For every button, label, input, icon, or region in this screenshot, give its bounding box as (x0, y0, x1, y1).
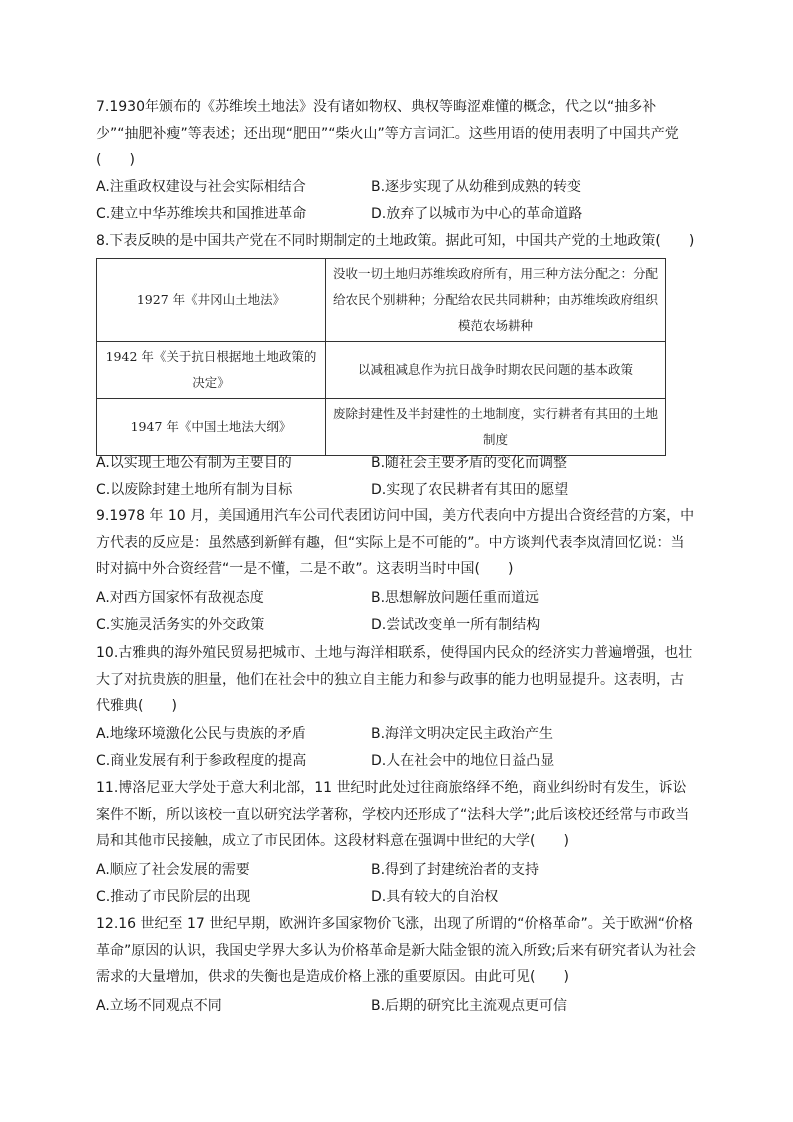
question-10-option-a: A.地缘环境激化公民与贵族的矛盾 (96, 726, 306, 742)
question-7-option-a: A.注重政权建设与社会实际相结合 (96, 179, 306, 195)
table-row (97, 399, 666, 456)
table-cell-content: 没收一切土地归苏维埃政府所有，用三种方法分配之：分配给农民个别耕种；分配给农民共同耕种；由苏维埃政府组织模范农场耕种 (326, 259, 666, 342)
question-7-stem: 7.1930年颁布的《苏维埃土地法》没有诸如物权、典权等晦涩难懂的概念，代之以“抽多补少”“抽肥补瘦”等表述；还出现“肥田”“柴火山”等方言词汇。这些用语的使用表明了中国共产党( ) (96, 99, 679, 168)
question-12-stem: 12.16 世纪至 17 世纪早期，欧洲许多国家物价飞涨，出现了所谓的“价格革命”。关于欧洲“价格革命”原因的认识，我国史学界大多认为价格革命是新大陆金银的流入所致;后来有研究者认为社会需求的大量增加，供求的失衡也是造成价格上涨的重要原因。由此可见( ) (96, 916, 696, 985)
question-12-option-a: A.立场不同观点不同 (96, 998, 222, 1014)
question-9-option-b: B.思想解放问题任重而道远 (371, 590, 540, 606)
question-9-stem: 9.1978 年 10 月，美国通用汽车公司代表团访问中国，美方代表向中方提出合资经营的方案，中方代表的反应是：虽然感到新鲜有趣，但“实际上是不可能的”。中方谈判代表李岚清回忆说：当时对搞中外合资经营“一是不懂，二是不敢”。这表明当时中国( ) (96, 508, 695, 577)
table-row (97, 259, 666, 342)
question-10-option-d: D.人在社会中的地位日益凸显 (371, 753, 555, 769)
question-8-option-c: C.以废除封建土地所有制为目标 (96, 482, 293, 498)
table-cell-law: 1942 年《关于抗日根据地土地政策的决定》 (97, 342, 326, 399)
question-10-option-b: B.海洋文明决定民主政治产生 (371, 726, 554, 742)
question-11-option-c: C.推动了市民阶层的出现 (96, 889, 251, 905)
question-11-option-a: A.顺应了社会发展的需要 (96, 862, 250, 878)
question-8-option-b: B.随社会主要矛盾的变化而调整 (371, 455, 568, 471)
table-cell-law: 1927 年《井冈山土地法》 (97, 259, 326, 342)
question-10-option-c: C.商业发展有利于参政程度的提高 (96, 753, 307, 769)
question-12-option-b: B.后期的研究比主流观点更可信 (371, 998, 568, 1014)
question-8-option-d: D.实现了农民耕者有其田的愿望 (371, 482, 569, 498)
question-9-option-c: C.实施灵活务实的外交政策 (96, 617, 265, 633)
question-10-stem: 10.古雅典的海外殖民贸易把城市、土地与海洋相联系，使得国内民众的经济实力普遍增强，也壮大了对抗贵族的胆量，他们在社会中的独立自主能力和参与政事的能力也明显提升。这表明，古代雅典( ) (96, 645, 693, 714)
question-7-option-b: B.逐步实现了从幼稚到成熟的转变 (371, 179, 582, 195)
question-9-option-d: D.尝试改变单一所有制结构 (371, 617, 541, 633)
land-policy-table (96, 258, 666, 456)
question-11-stem: 11.博洛尼亚大学处于意大利北部，11 世纪时此处过往商旅络绎不绝，商业纠纷时有发生，诉讼案件不断，所以该校一直以研究法学著称，学校内还形成了“法科大学”;此后该校还经常与市政当局和其他市民接触，成立了市民团体。这段材料意在强调中世纪的大学( ) (96, 780, 690, 849)
table-row (97, 342, 666, 399)
table-cell-content: 以减租减息作为抗日战争时期农民问题的基本政策 (326, 342, 666, 399)
question-7-option-c: C.建立中华苏维埃共和国推进革命 (96, 206, 307, 222)
table-cell-law: 1947 年《中国土地法大纲》 (97, 399, 326, 456)
question-11-option-d: D.具有较大的自治权 (371, 889, 499, 905)
question-8-option-a: A.以实现土地公有制为主要目的 (96, 455, 292, 471)
question-9-option-a: A.对西方国家怀有敌视态度 (96, 590, 264, 606)
question-8-stem: 8.下表反映的是中国共产党在不同时期制定的土地政策。据此可知，中国共产党的土地政策( ) (96, 233, 695, 249)
question-11-option-b: B.得到了封建统治者的支持 (371, 862, 540, 878)
question-7-option-d: D.放弃了以城市为中心的革命道路 (371, 206, 583, 222)
table-cell-content: 废除封建性及半封建性的土地制度，实行耕者有其田的土地制度 (326, 399, 666, 456)
